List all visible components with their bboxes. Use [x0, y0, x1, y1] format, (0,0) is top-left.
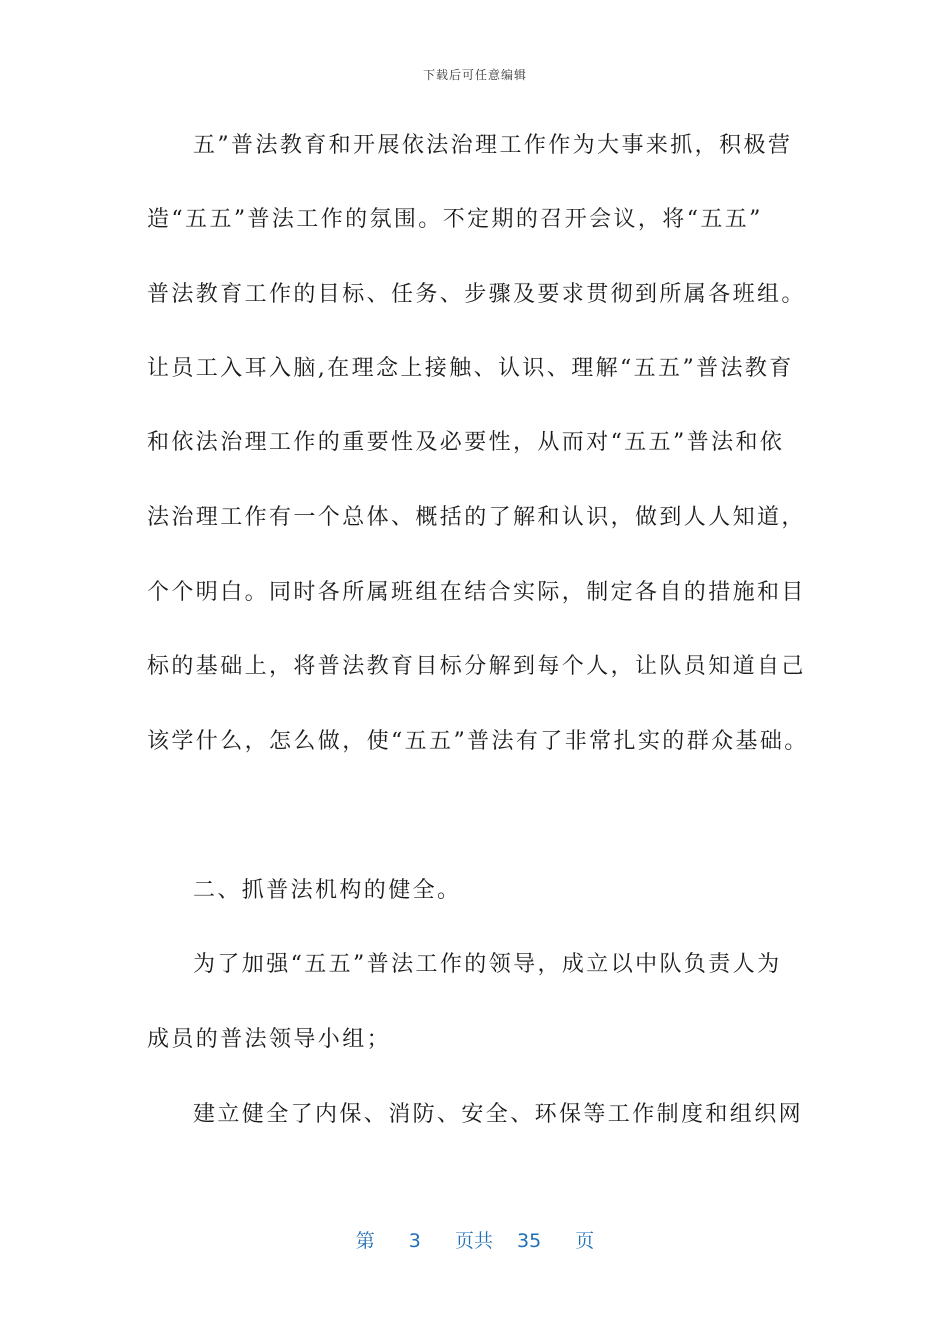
paragraph-line: 个个明白。同时各所属班组在结合实际，制定各自的措施和目: [147, 580, 806, 605]
paragraph-line: 为了加强“五五”普法工作的领导，成立以中队负责人为: [193, 952, 782, 977]
page-footer: [0, 1226, 950, 1253]
footer-middle: 页共: [454, 1230, 493, 1252]
footer-prefix: 第: [355, 1230, 375, 1252]
page-header-note: 下载后可任意编辑: [422, 68, 527, 82]
paragraph-line: 法治理工作有一个总体、概括的了解和认识，做到人人知道，: [147, 505, 806, 530]
footer-total-pages: 35: [517, 1230, 542, 1252]
footer-current-page: 3: [408, 1230, 421, 1252]
paragraph-line: 五”普法教育和开展依法治理工作作为大事来抓，积极营: [193, 133, 793, 158]
paragraph-line: 该学什么，怎么做，使“五五”普法有了非常扎实的群众基础。: [147, 729, 809, 754]
paragraph-line: 造“五五”普法工作的氛围。不定期的召开会议，将“五五”: [147, 207, 763, 232]
paragraph-line: 建立健全了内保、消防、安全、环保等工作制度和组织网: [193, 1102, 804, 1127]
paragraph-line: 和依法治理工作的重要性及必要性，从而对“五五”普法和依: [147, 430, 785, 455]
section-heading: 二、抓普法机构的健全。: [193, 878, 462, 903]
paragraph-line: 成员的普法领导小组；: [147, 1027, 392, 1052]
footer-suffix: 页: [575, 1230, 595, 1252]
paragraph-line: 普法教育工作的目标、任务、步骤及要求贯彻到所属各班组。: [147, 282, 806, 307]
paragraph-line: 标的基础上，将普法教育目标分解到每个人，让队员知道自己: [147, 654, 806, 679]
paragraph-line: 让员工入耳入脑,在理念上接触、认识、理解“五五”普法教育: [147, 356, 794, 381]
